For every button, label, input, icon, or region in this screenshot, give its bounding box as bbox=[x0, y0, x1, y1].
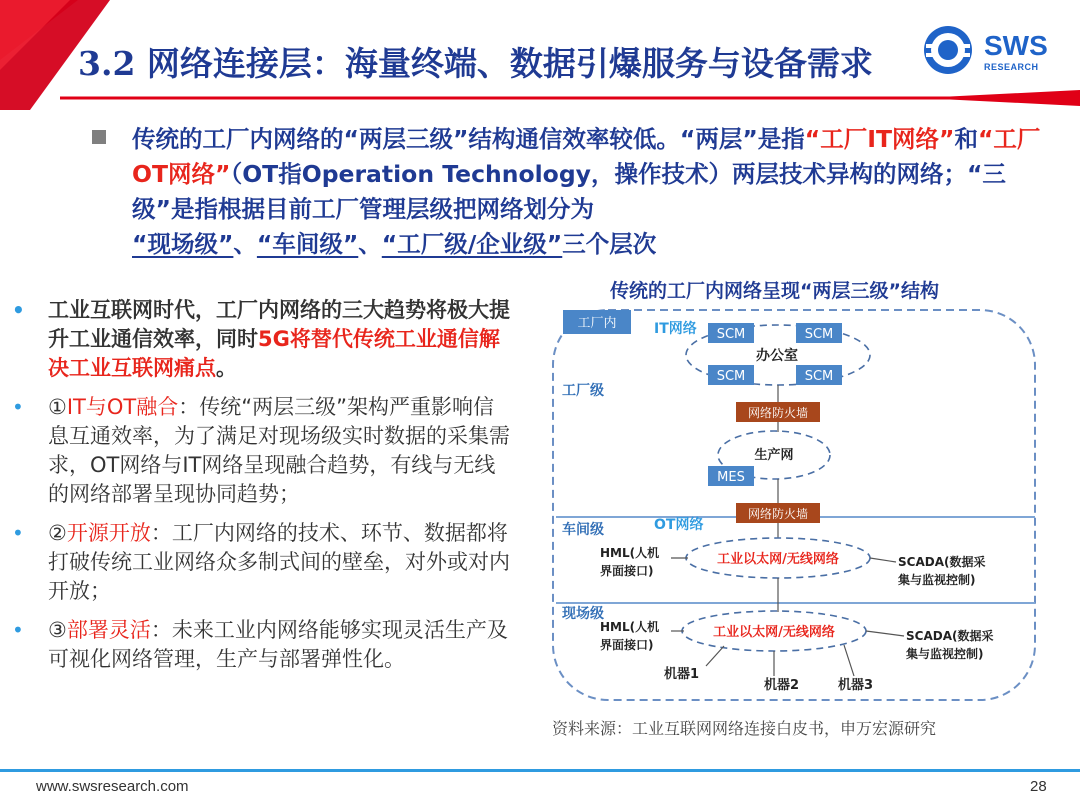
scada-label-2a: SCADA(数据采 bbox=[906, 629, 994, 643]
connector-m1 bbox=[706, 646, 724, 666]
bullet-4-num: ③ bbox=[48, 618, 67, 642]
bullet-2-text: ：传统“两层三级”架构严重影响信息互通效率，为了满足对现场级实时数据的采集需求，OT网络与IT网络呈现融合趋势，有线与无线的网络部署呈现协同趋势； bbox=[48, 395, 510, 506]
top-text-11: 三个层次 bbox=[562, 230, 657, 258]
factory-tag-label: 工厂内 bbox=[577, 316, 617, 331]
level-factory-label: 工厂级 bbox=[562, 383, 604, 399]
hml-label-1b: 界面接口) bbox=[600, 564, 654, 578]
level-field-label: 现场级 bbox=[562, 606, 604, 622]
connector-scada2 bbox=[866, 631, 904, 636]
bullet-1-text-b: 5G将替代传统工业通信解决工业互联网痛点 bbox=[48, 327, 500, 380]
top-text-field-level: “现场级” bbox=[132, 230, 234, 258]
firewall-label-2: 网络防火墙 bbox=[747, 507, 809, 521]
bullet-2-num: ① bbox=[48, 395, 67, 419]
logo-text: SWS bbox=[984, 30, 1048, 61]
top-text-9: 、 bbox=[358, 230, 382, 258]
machine-2-label: 机器2 bbox=[764, 678, 800, 693]
bullet-4-text: ：未来工业内网络能够实现灵活生产及可视化网络管理，生产与部署弹性化。 bbox=[48, 618, 508, 671]
top-text-ot-network: “工厂OT网络” bbox=[132, 125, 1041, 188]
mes-label: MES bbox=[717, 470, 745, 485]
bullet-dot-icon: • bbox=[12, 298, 25, 322]
page-title: 3.2 网络连接层：海量终端、数据引爆服务与设备需求 bbox=[78, 44, 873, 83]
connector-m3 bbox=[844, 645, 854, 676]
level-workshop-label: 车间级 bbox=[562, 522, 604, 538]
bullet-dot-icon: • bbox=[12, 618, 24, 642]
top-text-1: 传统的工厂内网络的“两层三级”结构通信效率较低。“两层”是指 bbox=[132, 125, 805, 153]
bullet-dot-icon: • bbox=[12, 395, 24, 419]
bullet-3-text: ：工厂内网络的技术、环节、数据都将打破传统工业网络众多制式间的壁垒，对外或对内开放； bbox=[48, 521, 510, 603]
it-network-label: IT网络 bbox=[654, 321, 697, 337]
bullet-1-text-c: 。 bbox=[216, 356, 237, 380]
top-text-factory-level: “工厂级/企业级” bbox=[381, 230, 563, 258]
hml-label-2b: 界面接口) bbox=[600, 638, 654, 652]
office-label: 办公室 bbox=[756, 348, 798, 364]
workshop-ethernet-label: 工业以太网/无线网络 bbox=[717, 552, 839, 567]
hml-label-1a: HML(人机 bbox=[600, 546, 660, 560]
bullet-4-key: 部署灵活 bbox=[66, 618, 151, 642]
top-text-3: 和 bbox=[954, 125, 978, 153]
bullet-2-key: IT与OT融合 bbox=[66, 395, 179, 419]
scm-label-3: SCM bbox=[716, 369, 746, 384]
bullet-item-1 bbox=[12, 296, 512, 383]
bullet-dot-icon: • bbox=[12, 521, 24, 545]
footer-divider bbox=[0, 769, 1080, 772]
top-bullet-text bbox=[132, 122, 1052, 262]
machine-3-label: 机器3 bbox=[838, 678, 874, 693]
scada-label-1a: SCADA(数据采 bbox=[898, 555, 986, 569]
machine-1-label: 机器1 bbox=[664, 667, 700, 682]
square-bullet-icon bbox=[92, 130, 106, 144]
connector-scada1 bbox=[870, 558, 896, 562]
scada-label-1b: 集与监视控制) bbox=[898, 573, 976, 587]
left-bullet-list bbox=[12, 296, 512, 684]
scm-label-2: SCM bbox=[804, 327, 834, 342]
footer-url[interactable]: www.swsresearch.com bbox=[36, 778, 189, 795]
scm-label-4: SCM bbox=[804, 369, 834, 384]
production-net-label: 生产网 bbox=[754, 448, 794, 463]
top-text-5: （OT指Operation Technology，操作技术）两层技术异构的网络；“三级”是指根据目前工厂管理层级把网络划分为 bbox=[132, 160, 1006, 223]
source-note: 资料来源：工业互联网网络连接白皮书，申万宏源研究 bbox=[552, 719, 937, 738]
top-text-7: 、 bbox=[233, 230, 257, 258]
field-ethernet-label: 工业以太网/无线网络 bbox=[713, 625, 835, 640]
firewall-label-1: 网络防火墙 bbox=[747, 406, 809, 420]
diagram-title: 传统的工厂内网络呈现“两层三级”结构 bbox=[610, 280, 939, 302]
page-number: 28 bbox=[1030, 778, 1047, 795]
network-diagram bbox=[548, 300, 1078, 705]
bullet-item-2 bbox=[12, 393, 512, 509]
scada-label-2b: 集与监视控制) bbox=[906, 647, 984, 661]
bullet-item-3 bbox=[12, 519, 512, 606]
logo-subtext: RESEARCH bbox=[984, 62, 1039, 72]
scm-label-1: SCM bbox=[716, 327, 746, 342]
hml-label-2a: HML(人机 bbox=[600, 620, 660, 634]
ot-network-label: OT网络 bbox=[654, 517, 704, 533]
top-text-it-network: “工厂IT网络” bbox=[804, 125, 955, 153]
bullet-3-num: ② bbox=[48, 521, 67, 545]
bullet-1-text-a: 工业互联网时代，工厂内网络的三大趋势将极大提升工业通信效率，同时 bbox=[48, 298, 510, 351]
top-text-workshop-level: “车间级” bbox=[256, 230, 359, 258]
bullet-3-key: 开源开放 bbox=[66, 521, 151, 545]
bullet-item-4 bbox=[12, 616, 512, 674]
